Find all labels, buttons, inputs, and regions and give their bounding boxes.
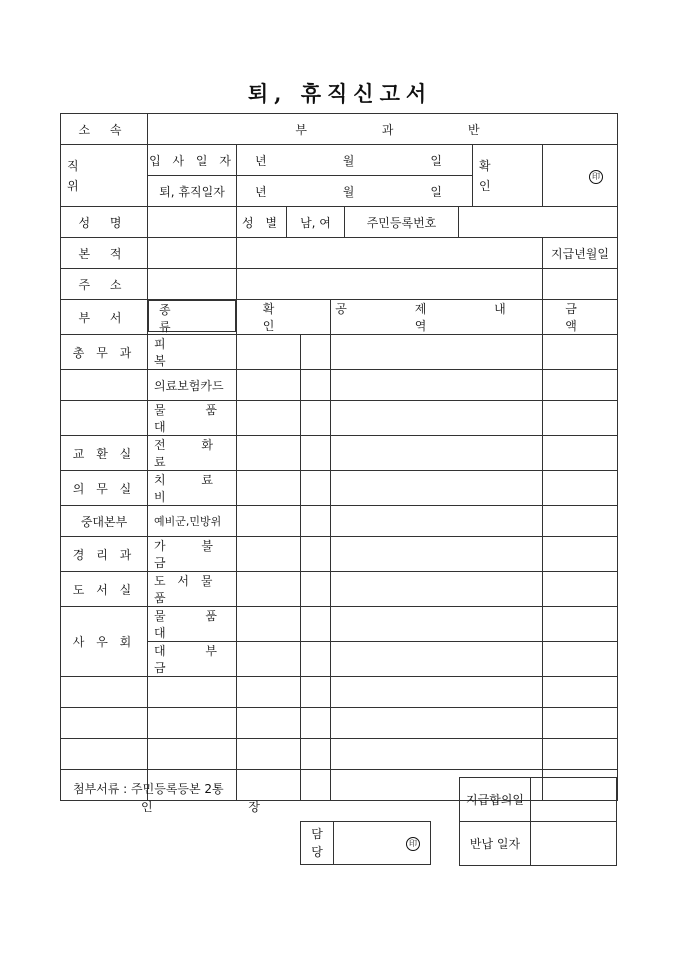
item-deduction[interactable] bbox=[331, 572, 543, 607]
join-date-label: 입 사 일 자 bbox=[148, 145, 237, 176]
leave-date-label: 퇴, 휴직일자 bbox=[148, 176, 237, 207]
item-confirm-a[interactable] bbox=[237, 642, 301, 677]
item-confirm-a[interactable] bbox=[237, 537, 301, 572]
item-amount[interactable] bbox=[543, 401, 618, 436]
item-amount[interactable] bbox=[543, 642, 618, 677]
domicile-label: 본 적 bbox=[61, 238, 148, 269]
pay-agree-field[interactable] bbox=[531, 778, 617, 822]
seal-mark-icon: 印 bbox=[589, 170, 603, 184]
address-field-b[interactable] bbox=[237, 269, 543, 300]
item-confirm-a[interactable] bbox=[237, 471, 301, 506]
header-dept: 부 서 bbox=[61, 300, 148, 335]
item-kind: 의료보험카드 bbox=[148, 370, 237, 401]
dept-unit: 부 bbox=[295, 122, 307, 137]
item-confirm-b[interactable] bbox=[301, 370, 331, 401]
item-dept: 도 서 실 bbox=[61, 572, 148, 607]
leave-date-field[interactable] bbox=[237, 176, 473, 207]
gender-value[interactable]: 남, 여 bbox=[287, 207, 345, 238]
item-amount[interactable] bbox=[543, 370, 618, 401]
address-field-a[interactable] bbox=[148, 269, 237, 300]
id-number-label: 주민등록번호 bbox=[345, 207, 459, 238]
blank-confirm-b[interactable] bbox=[301, 708, 331, 739]
confirm-seal-field[interactable] bbox=[543, 145, 618, 207]
blank-kind[interactable] bbox=[148, 708, 237, 739]
blank-amount[interactable] bbox=[543, 677, 618, 708]
item-dept bbox=[61, 370, 148, 401]
day-unit: 일 bbox=[430, 184, 442, 199]
blank-confirm-b[interactable] bbox=[301, 739, 331, 770]
item-confirm-a[interactable] bbox=[237, 506, 301, 537]
return-date-field[interactable] bbox=[531, 822, 617, 866]
item-amount[interactable] bbox=[543, 471, 618, 506]
pay-agree-label: 지급합의일 bbox=[460, 778, 531, 822]
blank-dept[interactable] bbox=[61, 708, 148, 739]
pay-date-field[interactable] bbox=[543, 269, 618, 300]
leave-report-form bbox=[60, 113, 618, 801]
blank-deduction[interactable] bbox=[331, 739, 543, 770]
item-confirm-b[interactable] bbox=[301, 537, 331, 572]
pay-date-label: 지급년월일 bbox=[543, 238, 618, 269]
header-confirm: 확 인 bbox=[237, 300, 331, 335]
item-amount[interactable] bbox=[543, 607, 618, 642]
item-kind: 치 료 비 bbox=[148, 471, 237, 506]
item-dept: 사 우 회 bbox=[61, 607, 148, 677]
month-unit: 월 bbox=[342, 184, 355, 199]
blank-deduction[interactable] bbox=[331, 708, 543, 739]
item-dept: 총 무 과 bbox=[61, 335, 148, 370]
item-deduction[interactable] bbox=[331, 436, 543, 471]
item-dept: 경 리 과 bbox=[61, 537, 148, 572]
blank-dept[interactable] bbox=[61, 739, 148, 770]
item-kind: 도 서 물 품 bbox=[148, 572, 237, 607]
attachments-note bbox=[73, 780, 306, 816]
item-deduction[interactable] bbox=[331, 537, 543, 572]
item-kind: 가 불 금 bbox=[148, 537, 237, 572]
attachments-line2: 인 장 bbox=[141, 800, 306, 814]
gender-label: 성 별 bbox=[237, 207, 287, 238]
item-kind: 피 복 bbox=[148, 335, 237, 370]
item-deduction[interactable] bbox=[331, 335, 543, 370]
item-kind: 물 품 대 bbox=[148, 607, 237, 642]
item-deduction[interactable] bbox=[331, 471, 543, 506]
blank-confirm-a[interactable] bbox=[237, 739, 301, 770]
item-deduction[interactable] bbox=[331, 506, 543, 537]
join-date-field[interactable] bbox=[237, 145, 473, 176]
year-unit: 년 bbox=[255, 153, 267, 168]
blank-confirm-a[interactable] bbox=[237, 677, 301, 708]
item-deduction[interactable] bbox=[331, 607, 543, 642]
handler-label: 담 당 bbox=[301, 822, 334, 865]
handler-seal-field[interactable] bbox=[334, 822, 431, 865]
item-confirm-b[interactable] bbox=[301, 401, 331, 436]
item-confirm-b[interactable] bbox=[301, 506, 331, 537]
name-label: 성 명 bbox=[61, 207, 148, 238]
seal-mark-icon: 印 bbox=[406, 837, 420, 851]
section-unit: 과 bbox=[381, 122, 394, 137]
item-confirm-a[interactable] bbox=[237, 607, 301, 642]
header-deduction: 공 제 내 역 bbox=[331, 300, 543, 335]
blank-kind[interactable] bbox=[148, 677, 237, 708]
item-deduction[interactable] bbox=[331, 642, 543, 677]
confirm-label: 확 인 bbox=[473, 145, 543, 207]
blank-amount[interactable] bbox=[543, 739, 618, 770]
affiliation-label: 소 속 bbox=[61, 114, 148, 145]
item-confirm-b[interactable] bbox=[301, 642, 331, 677]
item-confirm-b[interactable] bbox=[301, 335, 331, 370]
header-amount: 금 액 bbox=[543, 300, 618, 335]
blank-amount[interactable] bbox=[543, 708, 618, 739]
blank-confirm-a[interactable] bbox=[237, 708, 301, 739]
affiliation-field[interactable] bbox=[148, 114, 618, 145]
address-label: 주 소 bbox=[61, 269, 148, 300]
item-deduction[interactable] bbox=[331, 370, 543, 401]
domicile-field-a[interactable] bbox=[148, 238, 237, 269]
item-amount[interactable] bbox=[543, 436, 618, 471]
item-dept bbox=[61, 401, 148, 436]
item-kind: 전 화 료 bbox=[148, 436, 237, 471]
id-number-field[interactable] bbox=[459, 207, 618, 238]
item-amount[interactable] bbox=[543, 506, 618, 537]
handler-box bbox=[300, 821, 431, 865]
domicile-field-b[interactable] bbox=[237, 238, 543, 269]
item-kind: 대 부 금 bbox=[148, 642, 237, 677]
item-confirm-a[interactable] bbox=[237, 436, 301, 471]
blank-deduction[interactable] bbox=[331, 677, 543, 708]
header-kind: 종 류 bbox=[148, 300, 236, 332]
item-deduction[interactable] bbox=[331, 401, 543, 436]
item-dept: 의 무 실 bbox=[61, 471, 148, 506]
item-confirm-b[interactable] bbox=[301, 471, 331, 506]
item-dept: 교 환 실 bbox=[61, 436, 148, 471]
blank-dept[interactable] bbox=[61, 677, 148, 708]
item-amount[interactable] bbox=[543, 572, 618, 607]
item-confirm-a[interactable] bbox=[237, 370, 301, 401]
position-label: 직 위 bbox=[61, 145, 148, 207]
blank-kind[interactable] bbox=[148, 739, 237, 770]
item-amount[interactable] bbox=[543, 335, 618, 370]
class-unit: 반 bbox=[468, 122, 480, 137]
item-amount[interactable] bbox=[543, 537, 618, 572]
blank-confirm-b[interactable] bbox=[301, 677, 331, 708]
item-confirm-a[interactable] bbox=[237, 572, 301, 607]
year-unit: 년 bbox=[255, 184, 267, 199]
return-date-label: 반납 일자 bbox=[460, 822, 531, 866]
item-confirm-a[interactable] bbox=[237, 401, 301, 436]
side-box bbox=[459, 777, 617, 866]
attachments-label: 첨부서류 : 주민등록등본 2통 bbox=[73, 782, 224, 796]
item-kind: 예비군,민방위 bbox=[148, 506, 237, 537]
form-title: 퇴, 휴직신고서 bbox=[247, 81, 433, 106]
item-confirm-b[interactable] bbox=[301, 436, 331, 471]
day-unit: 일 bbox=[430, 153, 442, 168]
item-dept: 중대본부 bbox=[61, 506, 148, 537]
item-confirm-b[interactable] bbox=[301, 607, 331, 642]
name-field[interactable] bbox=[148, 207, 237, 238]
item-confirm-b[interactable] bbox=[301, 572, 331, 607]
item-confirm-a[interactable] bbox=[237, 335, 301, 370]
month-unit: 월 bbox=[342, 153, 355, 168]
item-kind: 물 품 대 bbox=[148, 401, 237, 436]
